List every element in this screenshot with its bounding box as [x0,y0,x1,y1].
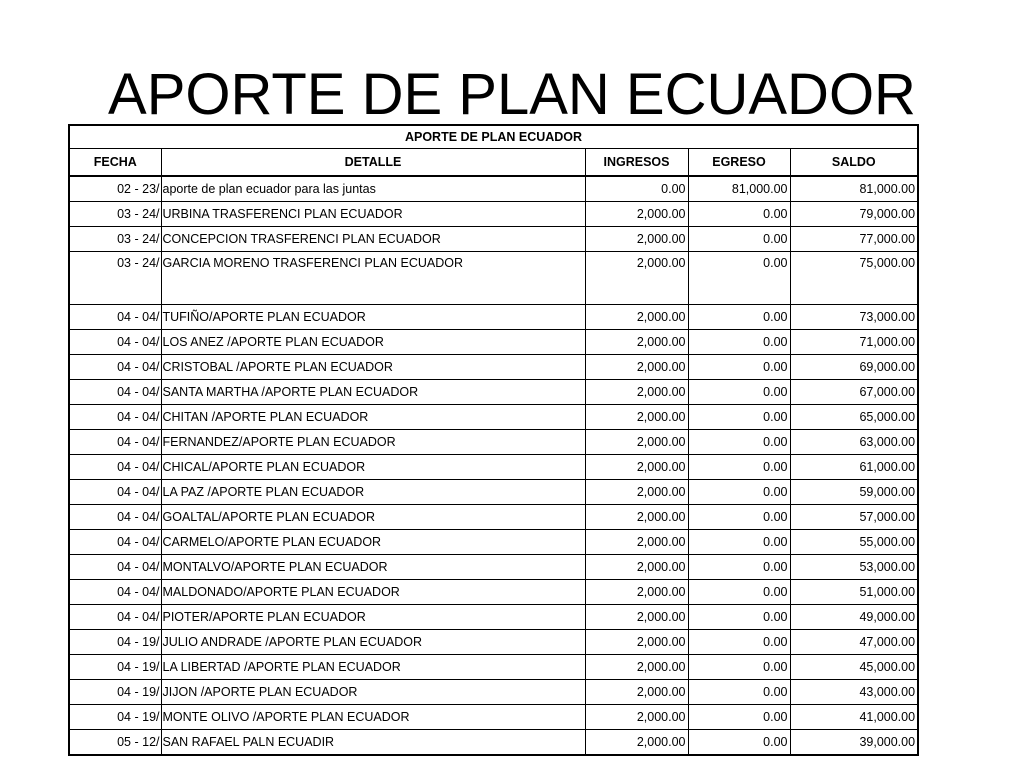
cell-saldo: 79,000.00 [790,202,918,227]
cell-egreso: 0.00 [688,227,790,252]
cell-ingresos: 2,000.00 [585,430,688,455]
cell-ingresos: 2,000.00 [585,555,688,580]
slide-title: APORTE DE PLAN ECUADOR [108,62,916,127]
cell-ingresos: 2,000.00 [585,405,688,430]
cell-fecha: 05 - 12/ [69,730,161,756]
cell-ingresos: 0.00 [585,176,688,202]
cell-ingresos: 2,000.00 [585,305,688,330]
cell-detalle: TUFIÑO/APORTE PLAN ECUADOR [161,305,585,330]
cell-detalle: JULIO ANDRADE /APORTE PLAN ECUADOR [161,630,585,655]
cell-detalle: SAN RAFAEL PALN ECUADIR [161,730,585,756]
cell-ingresos: 2,000.00 [585,330,688,355]
cell-detalle: aporte de plan ecuador para las juntas [161,176,585,202]
header-fecha: FECHA [69,149,161,177]
cell-saldo: 77,000.00 [790,227,918,252]
header-saldo: SALDO [790,149,918,177]
table-row [69,680,918,705]
cell-ingresos: 2,000.00 [585,730,688,756]
cell-detalle: LOS ANEZ /APORTE PLAN ECUADOR [161,330,585,355]
table-row [69,227,918,252]
table-row [69,630,918,655]
cell-detalle: CARMELO/APORTE PLAN ECUADOR [161,530,585,555]
cell-detalle: GARCIA MORENO TRASFERENCI PLAN ECUADOR [161,252,585,305]
cell-egreso: 0.00 [688,505,790,530]
cell-egreso: 0.00 [688,680,790,705]
cell-egreso: 0.00 [688,605,790,630]
cell-egreso: 0.00 [688,430,790,455]
cell-detalle: MONTE OLIVO /APORTE PLAN ECUADOR [161,705,585,730]
cell-ingresos: 2,000.00 [585,455,688,480]
table-row [69,605,918,630]
table-row [69,202,918,227]
ledger-table [68,124,919,756]
cell-detalle: CHICAL/APORTE PLAN ECUADOR [161,455,585,480]
cell-fecha: 04 - 04/ [69,305,161,330]
cell-saldo: 41,000.00 [790,705,918,730]
cell-fecha: 04 - 04/ [69,455,161,480]
cell-saldo: 73,000.00 [790,305,918,330]
cell-fecha: 04 - 04/ [69,355,161,380]
cell-egreso: 0.00 [688,202,790,227]
cell-detalle: URBINA TRASFERENCI PLAN ECUADOR [161,202,585,227]
cell-saldo: 81,000.00 [790,176,918,202]
cell-saldo: 69,000.00 [790,355,918,380]
cell-fecha: 04 - 04/ [69,580,161,605]
cell-fecha: 04 - 19/ [69,680,161,705]
cell-saldo: 49,000.00 [790,605,918,630]
cell-egreso: 0.00 [688,630,790,655]
cell-egreso: 0.00 [688,305,790,330]
cell-ingresos: 2,000.00 [585,680,688,705]
table-caption-row [69,125,918,149]
cell-saldo: 61,000.00 [790,455,918,480]
cell-egreso: 0.00 [688,580,790,605]
table-row [69,530,918,555]
cell-detalle: MONTALVO/APORTE PLAN ECUADOR [161,555,585,580]
table-row [69,176,918,202]
cell-egreso: 0.00 [688,555,790,580]
table-row [69,655,918,680]
cell-saldo: 67,000.00 [790,380,918,405]
cell-detalle: CONCEPCION TRASFERENCI PLAN ECUADOR [161,227,585,252]
table-row [69,580,918,605]
table-row [69,705,918,730]
cell-detalle: MALDONADO/APORTE PLAN ECUADOR [161,580,585,605]
cell-egreso: 0.00 [688,405,790,430]
table-row [69,480,918,505]
cell-ingresos: 2,000.00 [585,252,688,305]
cell-egreso: 81,000.00 [688,176,790,202]
cell-fecha: 04 - 19/ [69,705,161,730]
cell-fecha: 04 - 04/ [69,405,161,430]
cell-detalle: LA LIBERTAD /APORTE PLAN ECUADOR [161,655,585,680]
cell-detalle: FERNANDEZ/APORTE PLAN ECUADOR [161,430,585,455]
cell-egreso: 0.00 [688,705,790,730]
cell-saldo: 51,000.00 [790,580,918,605]
cell-ingresos: 2,000.00 [585,380,688,405]
cell-fecha: 02 - 23/ [69,176,161,202]
table-row [69,405,918,430]
cell-detalle: GOALTAL/APORTE PLAN ECUADOR [161,505,585,530]
cell-fecha: 04 - 04/ [69,430,161,455]
cell-saldo: 75,000.00 [790,252,918,305]
cell-fecha: 04 - 04/ [69,480,161,505]
cell-ingresos: 2,000.00 [585,605,688,630]
table-row [69,455,918,480]
table-row [69,555,918,580]
cell-egreso: 0.00 [688,530,790,555]
cell-egreso: 0.00 [688,730,790,756]
cell-saldo: 59,000.00 [790,480,918,505]
cell-ingresos: 2,000.00 [585,705,688,730]
cell-detalle: CHITAN /APORTE PLAN ECUADOR [161,405,585,430]
table-row [69,430,918,455]
cell-fecha: 04 - 19/ [69,630,161,655]
cell-egreso: 0.00 [688,455,790,480]
table-caption: APORTE DE PLAN ECUADOR [69,125,918,149]
cell-fecha: 03 - 24/ [69,252,161,305]
cell-detalle: LA PAZ /APORTE PLAN ECUADOR [161,480,585,505]
cell-ingresos: 2,000.00 [585,355,688,380]
table-row [69,305,918,330]
cell-egreso: 0.00 [688,252,790,305]
cell-egreso: 0.00 [688,480,790,505]
cell-saldo: 57,000.00 [790,505,918,530]
cell-saldo: 55,000.00 [790,530,918,555]
cell-fecha: 03 - 24/ [69,227,161,252]
cell-detalle: PIOTER/APORTE PLAN ECUADOR [161,605,585,630]
cell-egreso: 0.00 [688,355,790,380]
cell-ingresos: 2,000.00 [585,530,688,555]
cell-ingresos: 2,000.00 [585,480,688,505]
header-egreso: EGRESO [688,149,790,177]
cell-fecha: 04 - 19/ [69,655,161,680]
cell-saldo: 43,000.00 [790,680,918,705]
header-ingresos: INGRESOS [585,149,688,177]
cell-saldo: 47,000.00 [790,630,918,655]
cell-fecha: 04 - 04/ [69,605,161,630]
cell-detalle: CRISTOBAL /APORTE PLAN ECUADOR [161,355,585,380]
cell-fecha: 04 - 04/ [69,530,161,555]
cell-egreso: 0.00 [688,380,790,405]
cell-saldo: 65,000.00 [790,405,918,430]
cell-ingresos: 2,000.00 [585,630,688,655]
cell-detalle: SANTA MARTHA /APORTE PLAN ECUADOR [161,380,585,405]
table-row [69,330,918,355]
cell-saldo: 71,000.00 [790,330,918,355]
header-detalle: DETALLE [161,149,585,177]
cell-saldo: 39,000.00 [790,730,918,756]
cell-ingresos: 2,000.00 [585,202,688,227]
cell-ingresos: 2,000.00 [585,505,688,530]
table-row [69,252,918,305]
cell-ingresos: 2,000.00 [585,580,688,605]
table-row [69,380,918,405]
cell-saldo: 53,000.00 [790,555,918,580]
cell-ingresos: 2,000.00 [585,655,688,680]
cell-ingresos: 2,000.00 [585,227,688,252]
table-row [69,730,918,756]
table-row [69,505,918,530]
table-header-row [69,149,918,177]
cell-egreso: 0.00 [688,655,790,680]
cell-fecha: 04 - 04/ [69,505,161,530]
cell-fecha: 04 - 04/ [69,380,161,405]
cell-fecha: 04 - 04/ [69,555,161,580]
cell-saldo: 63,000.00 [790,430,918,455]
cell-saldo: 45,000.00 [790,655,918,680]
cell-fecha: 03 - 24/ [69,202,161,227]
table-row [69,355,918,380]
cell-detalle: JIJON /APORTE PLAN ECUADOR [161,680,585,705]
cell-egreso: 0.00 [688,330,790,355]
cell-fecha: 04 - 04/ [69,330,161,355]
